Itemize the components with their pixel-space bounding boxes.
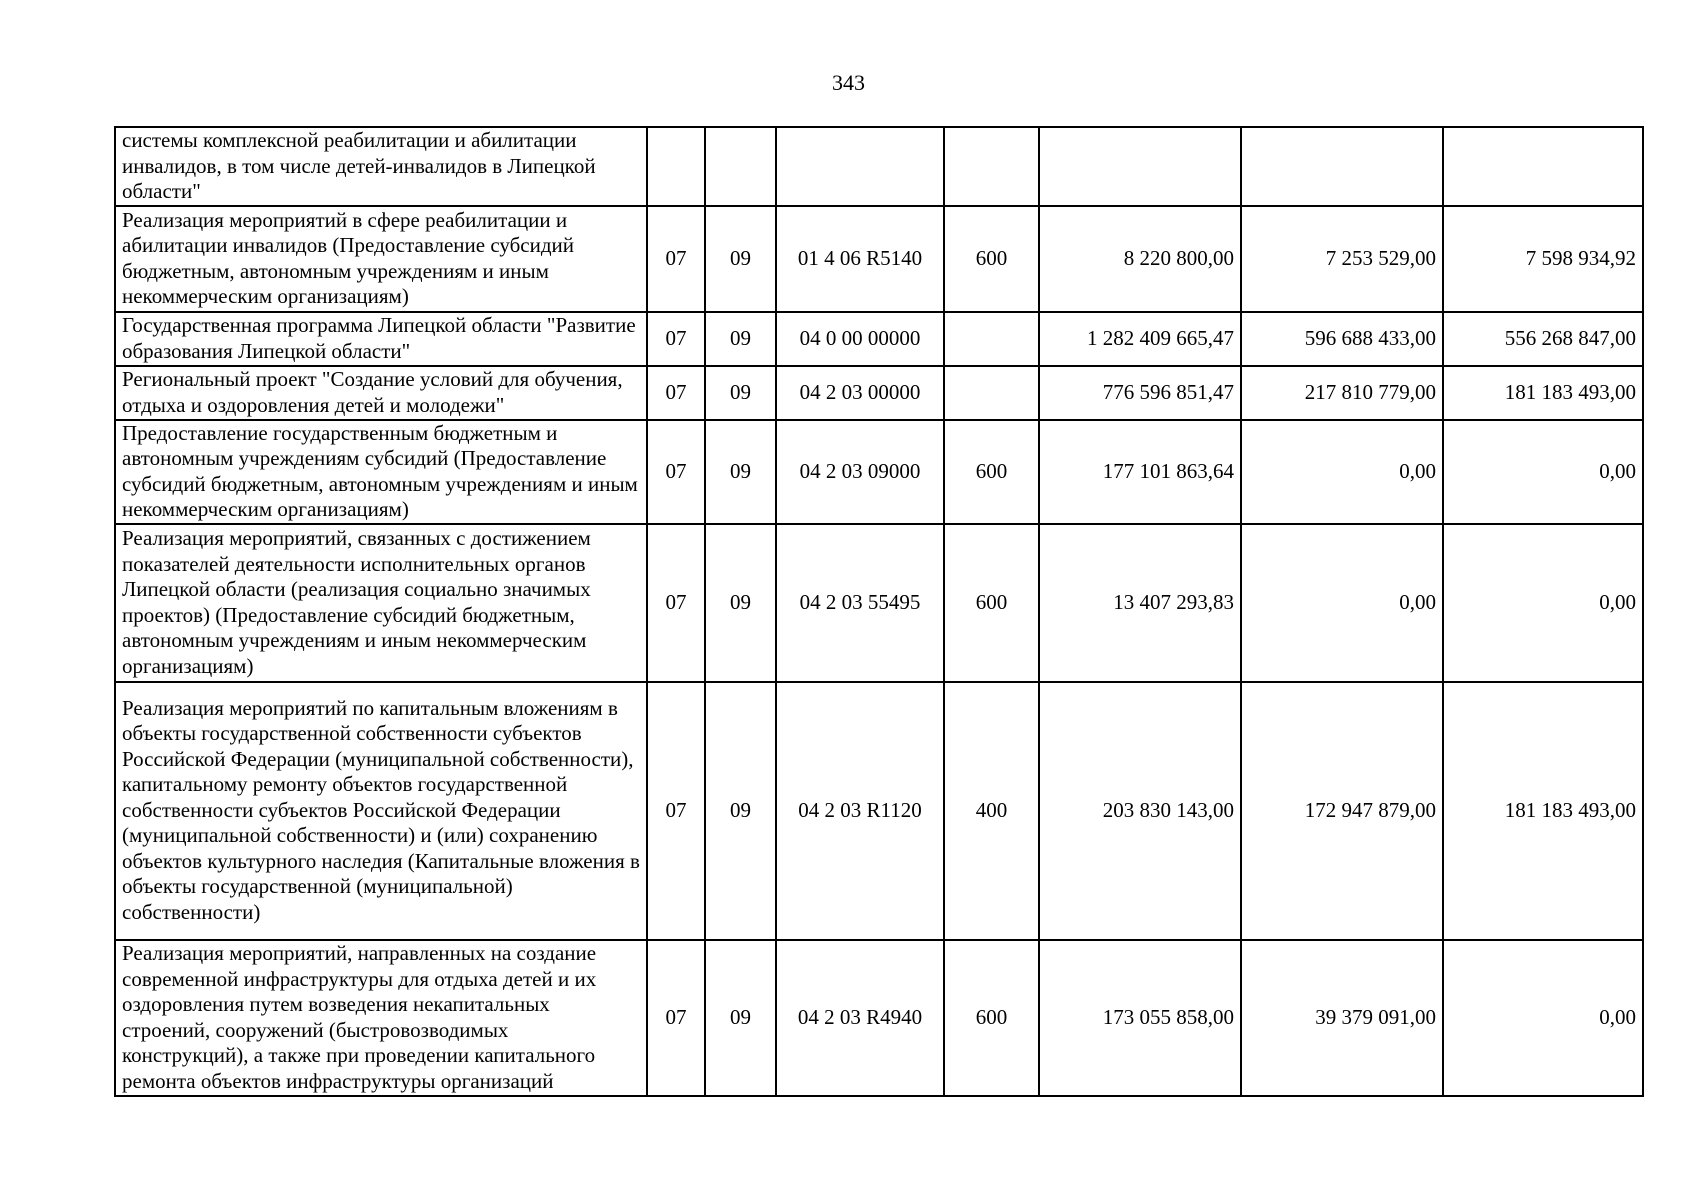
subsection-cell: 09 xyxy=(705,940,776,1096)
expense-type-cell: 600 xyxy=(944,524,1039,682)
section-cell: 07 xyxy=(647,312,705,366)
row-name-cell: Реализация мероприятий, направленных на создание современной инфраструктуры для отдыха детей и их оздоровления путем возведения некапитальных строений, сооружений (быстровозводимых конструкций), а также при проведении капитального ремонта объектов инфраструктуры организаций xyxy=(115,940,647,1096)
sum-1-cell: 776 596 851,47 xyxy=(1039,366,1241,420)
sum-1-cell: 177 101 863,64 xyxy=(1039,420,1241,524)
target-article-cell: 04 2 03 R1120 xyxy=(776,682,944,940)
sum-2-cell xyxy=(1241,127,1443,206)
table-row xyxy=(115,682,1643,940)
sum-1-cell: 13 407 293,83 xyxy=(1039,524,1241,682)
sum-3-cell: 0,00 xyxy=(1443,940,1643,1096)
row-name-cell: Реализация мероприятий в сфере реабилитации и абилитации инвалидов (Предоставление субсидий бюджетным, автономным учреждениям и иным некоммерческим организациям) xyxy=(115,206,647,312)
subsection-cell xyxy=(705,127,776,206)
row-name-cell: Региональный проект "Создание условий для обучения, отдыха и оздоровления детей и молодежи" xyxy=(115,366,647,420)
target-article-cell: 04 0 00 00000 xyxy=(776,312,944,366)
table-row xyxy=(115,206,1643,312)
section-cell: 07 xyxy=(647,940,705,1096)
target-article-cell xyxy=(776,127,944,206)
expense-type-cell xyxy=(944,127,1039,206)
target-article-cell: 04 2 03 09000 xyxy=(776,420,944,524)
page-number: 343 xyxy=(832,70,865,95)
sum-3-cell: 556 268 847,00 xyxy=(1443,312,1643,366)
sum-3-cell: 181 183 493,00 xyxy=(1443,682,1643,940)
section-cell: 07 xyxy=(647,524,705,682)
sum-2-cell: 596 688 433,00 xyxy=(1241,312,1443,366)
target-article-cell: 04 2 03 R4940 xyxy=(776,940,944,1096)
sum-2-cell: 217 810 779,00 xyxy=(1241,366,1443,420)
subsection-cell: 09 xyxy=(705,682,776,940)
subsection-cell: 09 xyxy=(705,524,776,682)
table-row xyxy=(115,940,1643,1096)
expense-type-cell xyxy=(944,366,1039,420)
subsection-cell: 09 xyxy=(705,420,776,524)
sum-1-cell: 1 282 409 665,47 xyxy=(1039,312,1241,366)
table-row xyxy=(115,524,1643,682)
sum-3-cell: 7 598 934,92 xyxy=(1443,206,1643,312)
sum-3-cell: 0,00 xyxy=(1443,420,1643,524)
subsection-cell: 09 xyxy=(705,206,776,312)
section-cell: 07 xyxy=(647,206,705,312)
sum-3-cell: 181 183 493,00 xyxy=(1443,366,1643,420)
subsection-cell: 09 xyxy=(705,366,776,420)
section-cell: 07 xyxy=(647,682,705,940)
sum-1-cell: 203 830 143,00 xyxy=(1039,682,1241,940)
section-cell xyxy=(647,127,705,206)
sum-2-cell: 0,00 xyxy=(1241,524,1443,682)
sum-2-cell: 172 947 879,00 xyxy=(1241,682,1443,940)
row-name-cell: Предоставление государственным бюджетным и автономным учреждениям субсидий (Предоставление субсидий бюджетным, автономным учреждениям и иным некоммерческим организациям) xyxy=(115,420,647,524)
sum-1-cell xyxy=(1039,127,1241,206)
sum-3-cell: 0,00 xyxy=(1443,524,1643,682)
expense-type-cell xyxy=(944,312,1039,366)
expense-type-cell: 600 xyxy=(944,420,1039,524)
subsection-cell: 09 xyxy=(705,312,776,366)
table-row xyxy=(115,366,1643,420)
expense-type-cell: 400 xyxy=(944,682,1039,940)
row-name-cell: Реализация мероприятий по капитальным вложениям в объекты государственной собственности субъектов Российской Федерации (муниципальной собственности), капитальному ремонту объектов государственной собственности субъектов Российской Федерации (муниципальной собственности) и (или) сохранению объектов культурного наследия (Капитальные вложения в объекты государственной (муниципальной) собственности) xyxy=(115,682,647,940)
table-row xyxy=(115,127,1643,206)
sum-2-cell: 7 253 529,00 xyxy=(1241,206,1443,312)
table-row xyxy=(115,420,1643,524)
row-name-cell: системы комплексной реабилитации и абилитации инвалидов, в том числе детей-инвалидов в Липецкой области" xyxy=(115,127,647,206)
sum-1-cell: 173 055 858,00 xyxy=(1039,940,1241,1096)
target-article-cell: 04 2 03 00000 xyxy=(776,366,944,420)
budget-table xyxy=(114,126,1644,1097)
target-article-cell: 04 2 03 55495 xyxy=(776,524,944,682)
row-name-cell: Государственная программа Липецкой области "Развитие образования Липецкой области" xyxy=(115,312,647,366)
sum-2-cell: 39 379 091,00 xyxy=(1241,940,1443,1096)
expense-type-cell: 600 xyxy=(944,206,1039,312)
sum-2-cell: 0,00 xyxy=(1241,420,1443,524)
section-cell: 07 xyxy=(647,420,705,524)
table-row xyxy=(115,312,1643,366)
sum-1-cell: 8 220 800,00 xyxy=(1039,206,1241,312)
expense-type-cell: 600 xyxy=(944,940,1039,1096)
section-cell: 07 xyxy=(647,366,705,420)
sum-3-cell xyxy=(1443,127,1643,206)
row-name-cell: Реализация мероприятий, связанных с достижением показателей деятельности исполнительных органов Липецкой области (реализация социально значимых проектов) (Предоставление субсидий бюджетным, автономным учреждениям и иным некоммерческим организациям) xyxy=(115,524,647,682)
target-article-cell: 01 4 06 R5140 xyxy=(776,206,944,312)
